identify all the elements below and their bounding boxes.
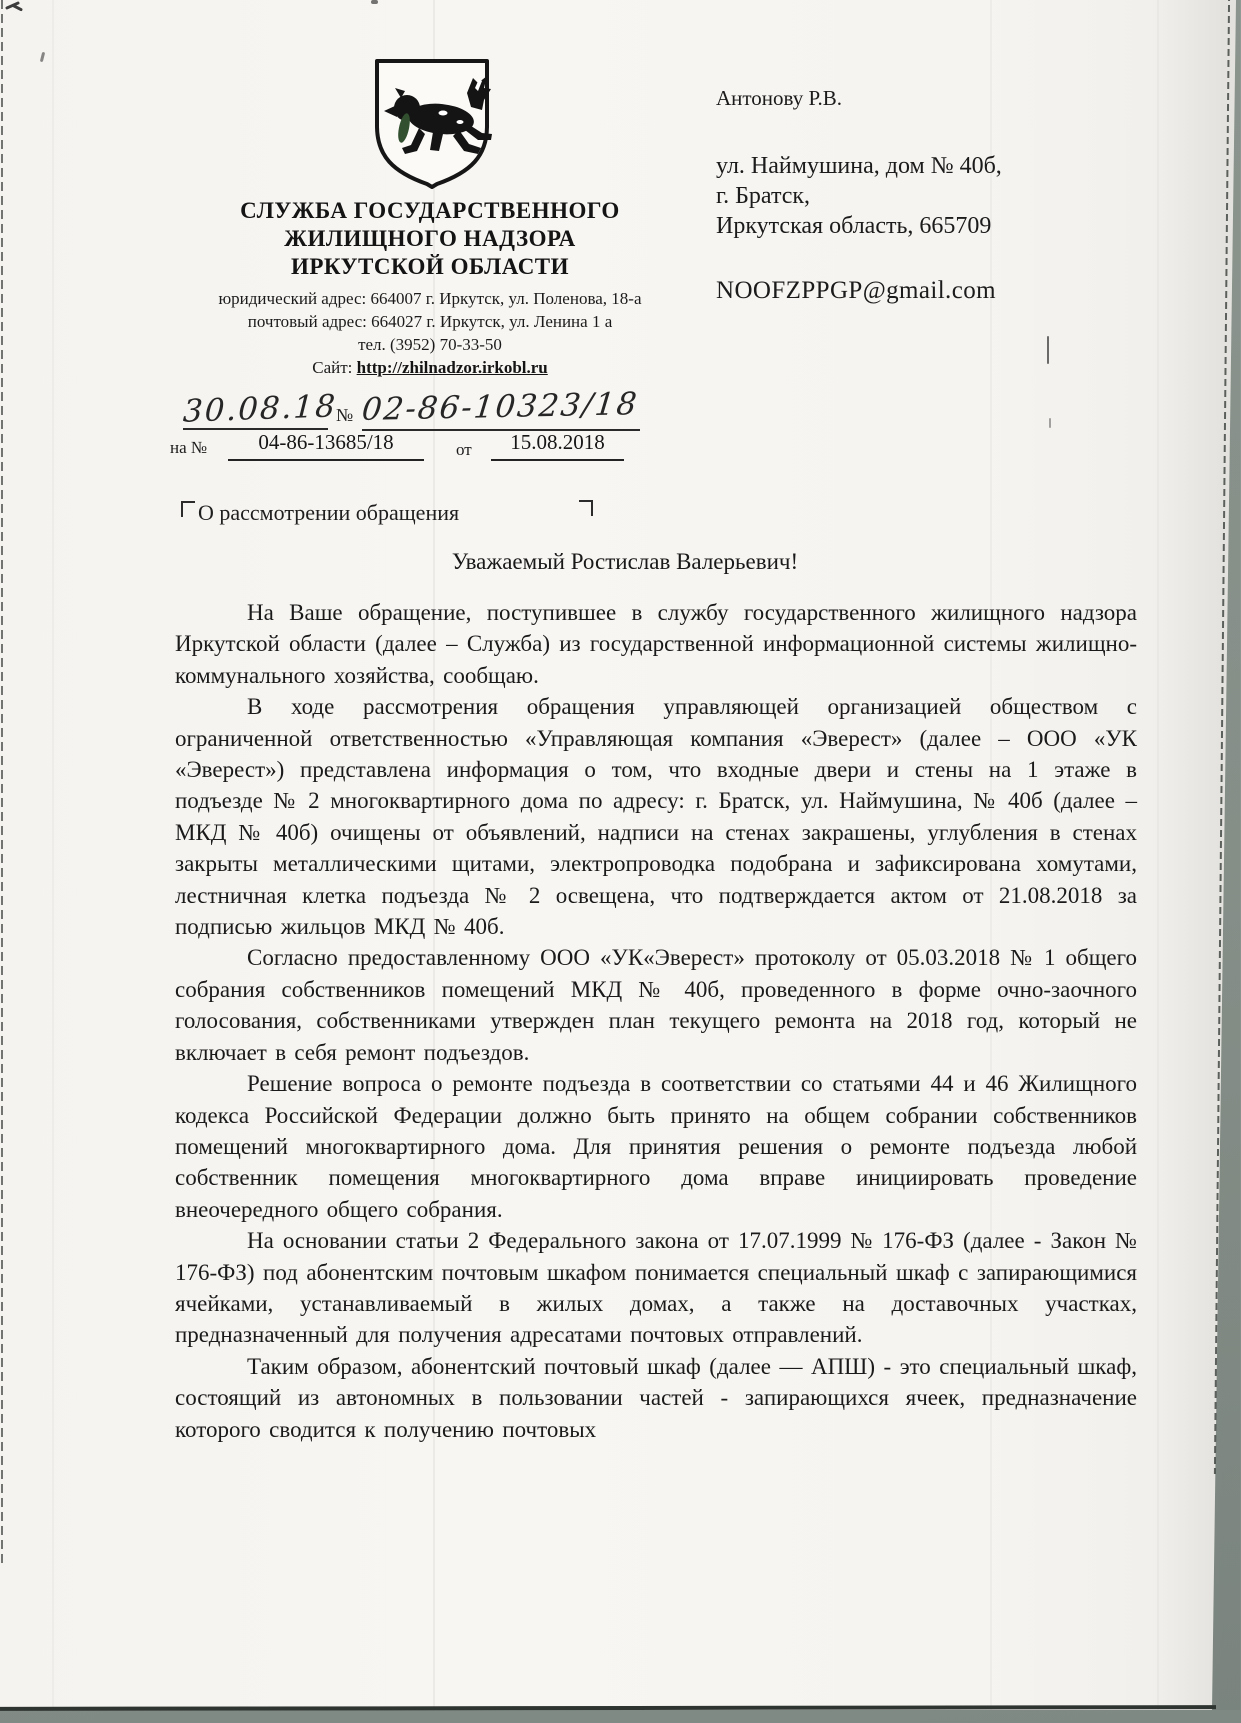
recipient-address-line: Иркутская область, 665709 bbox=[716, 213, 992, 239]
body-paragraph: На основании статьи 2 Федерального закона от 17.07.1999 № 176-ФЗ (далее - Закон № 176-ФЗ) под абонентским почтовым шкафом понимается специальный шкаф с запирающимися ячейками, устанавливаемый в жилых домах, а также на доставочных участках, предназначенный для получения адресатами почтовых отправлений. bbox=[175, 1228, 1137, 1348]
in-reply-label: на № bbox=[170, 438, 208, 457]
recipient-address bbox=[716, 151, 1076, 241]
body-paragraph: Таким образом, абонентский почтовый шкаф (далее — АПШ) - это специальный шкаф, состоящий из автономных в пользовании частей - запирающихся ячеек, предназначение которого сводится к получению почтовых bbox=[175, 1353, 1137, 1442]
outgoing-number-field bbox=[360, 386, 641, 431]
body-paragraph: На Ваше обращение, поступившее в службу государственного жилищного надзора Иркутской области (далее – Служба) из государственной информационной системы жилищно-коммунального хозяйства, сообщаю. bbox=[175, 600, 1137, 688]
site-label: Сайт: bbox=[312, 358, 353, 377]
incoming-date: 15.08.2018 bbox=[491, 430, 624, 461]
subject-line bbox=[181, 500, 593, 526]
scan-smudge bbox=[1047, 336, 1049, 364]
outgoing-number-handwritten: 02-86-10323/18 bbox=[360, 386, 641, 428]
legal-address: юридический адрес: 664007 г. Иркутск, ул. Поленова, 18-а bbox=[218, 289, 642, 308]
phone: тел. (3952) 70-33-50 bbox=[358, 335, 502, 354]
org-contacts bbox=[150, 287, 710, 379]
letter-body bbox=[175, 597, 1137, 1445]
outgoing-date-handwritten: 30.08.18 bbox=[182, 388, 338, 430]
subject-text: О рассмотрении обращения bbox=[198, 500, 460, 525]
body-highlight bbox=[439, 111, 448, 116]
irkutsk-babr-emblem-icon bbox=[371, 54, 493, 193]
site-line bbox=[150, 356, 710, 379]
org-name bbox=[150, 197, 710, 281]
org-name-line: ЖИЛИЩНОГО НАДЗОРА bbox=[284, 226, 576, 251]
postal-address: почтовый адрес: 664027 г. Иркутск, ул. Ленина 1 а bbox=[247, 312, 613, 331]
outgoing-date-field bbox=[182, 388, 338, 430]
incoming-number: 04-86-13685/18 bbox=[228, 430, 424, 461]
of-label: от bbox=[456, 440, 472, 459]
salutation: Уважаемый Ростислав Валерьевич! bbox=[451, 549, 799, 574]
recipient-name: Антонову Р.В. bbox=[716, 86, 843, 110]
recipient-block bbox=[716, 86, 1076, 305]
recipient-address-line: ул. Наймушина, дом № 40б, bbox=[716, 153, 1002, 179]
body-paragraph: В ходе рассмотрения обращения управляющей организацией обществом с ограниченной ответственностью «Управляющая компания «Эверест» (далее – ООО «УК «Эверест») представлена информация о том, что входные двери и стены на 1 этаже в подъезде № 2 многоквартирного дома по адресу: г. Братск, ул. Наймушина, № 40б (далее – МКД № 40б) очищены от объявлений, надписи на стенах закрашены, углубления в стенах закрыты металлическими щитами, электропроводка подобрана и зафиксирована хомутами, лестничная клетка подъезда № 2 освещена, что подтверждается актом от 21.08.2018 за подписью жильцов МКД № 40б. bbox=[175, 694, 1137, 940]
site-url-link[interactable]: http://zhilnadzor.irkobl.ru bbox=[356, 358, 548, 377]
body-highlight bbox=[457, 120, 464, 124]
corner-mark-left-icon bbox=[181, 501, 195, 517]
number-sign: № bbox=[336, 405, 354, 425]
recipient-email[interactable]: NOOFZPPGP@gmail.com bbox=[716, 277, 996, 304]
org-name-line: ИРКУТСКОЙ ОБЛАСТИ bbox=[290, 254, 570, 279]
recipient-address-line: г. Братск, bbox=[716, 183, 811, 209]
scan-smudge bbox=[371, 0, 378, 4]
body-paragraph: Согласно предоставленному ООО «УК«Эверест» протоколу от 05.03.2018 № 1 общего собрания собственников помещений МКД № 40б, проведенного в форме очно-заочного голосования, собственниками утвержден план текущего ремонта на 2018 год, который не включает в себя ремонт подъездов. bbox=[175, 945, 1137, 1065]
org-name-line: СЛУЖБА ГОСУДАРСТВЕННОГО bbox=[240, 198, 620, 223]
corner-mark-right-icon bbox=[579, 500, 593, 516]
scan-smudge bbox=[1049, 418, 1051, 428]
paper-edge-left bbox=[1, 0, 3, 1568]
body-paragraph: Решение вопроса о ремонте подъезда в соответствии со статьями 44 и 46 Жилищного кодекса Российской Федерации должно быть принято на общем собрании собственников помещений многоквартирного дома. Для принятия решения о ремонте подъезда любой собственник помещения многоквартирного дома вправе инициировать проведение внеочередного общего собрания. bbox=[175, 1071, 1137, 1222]
